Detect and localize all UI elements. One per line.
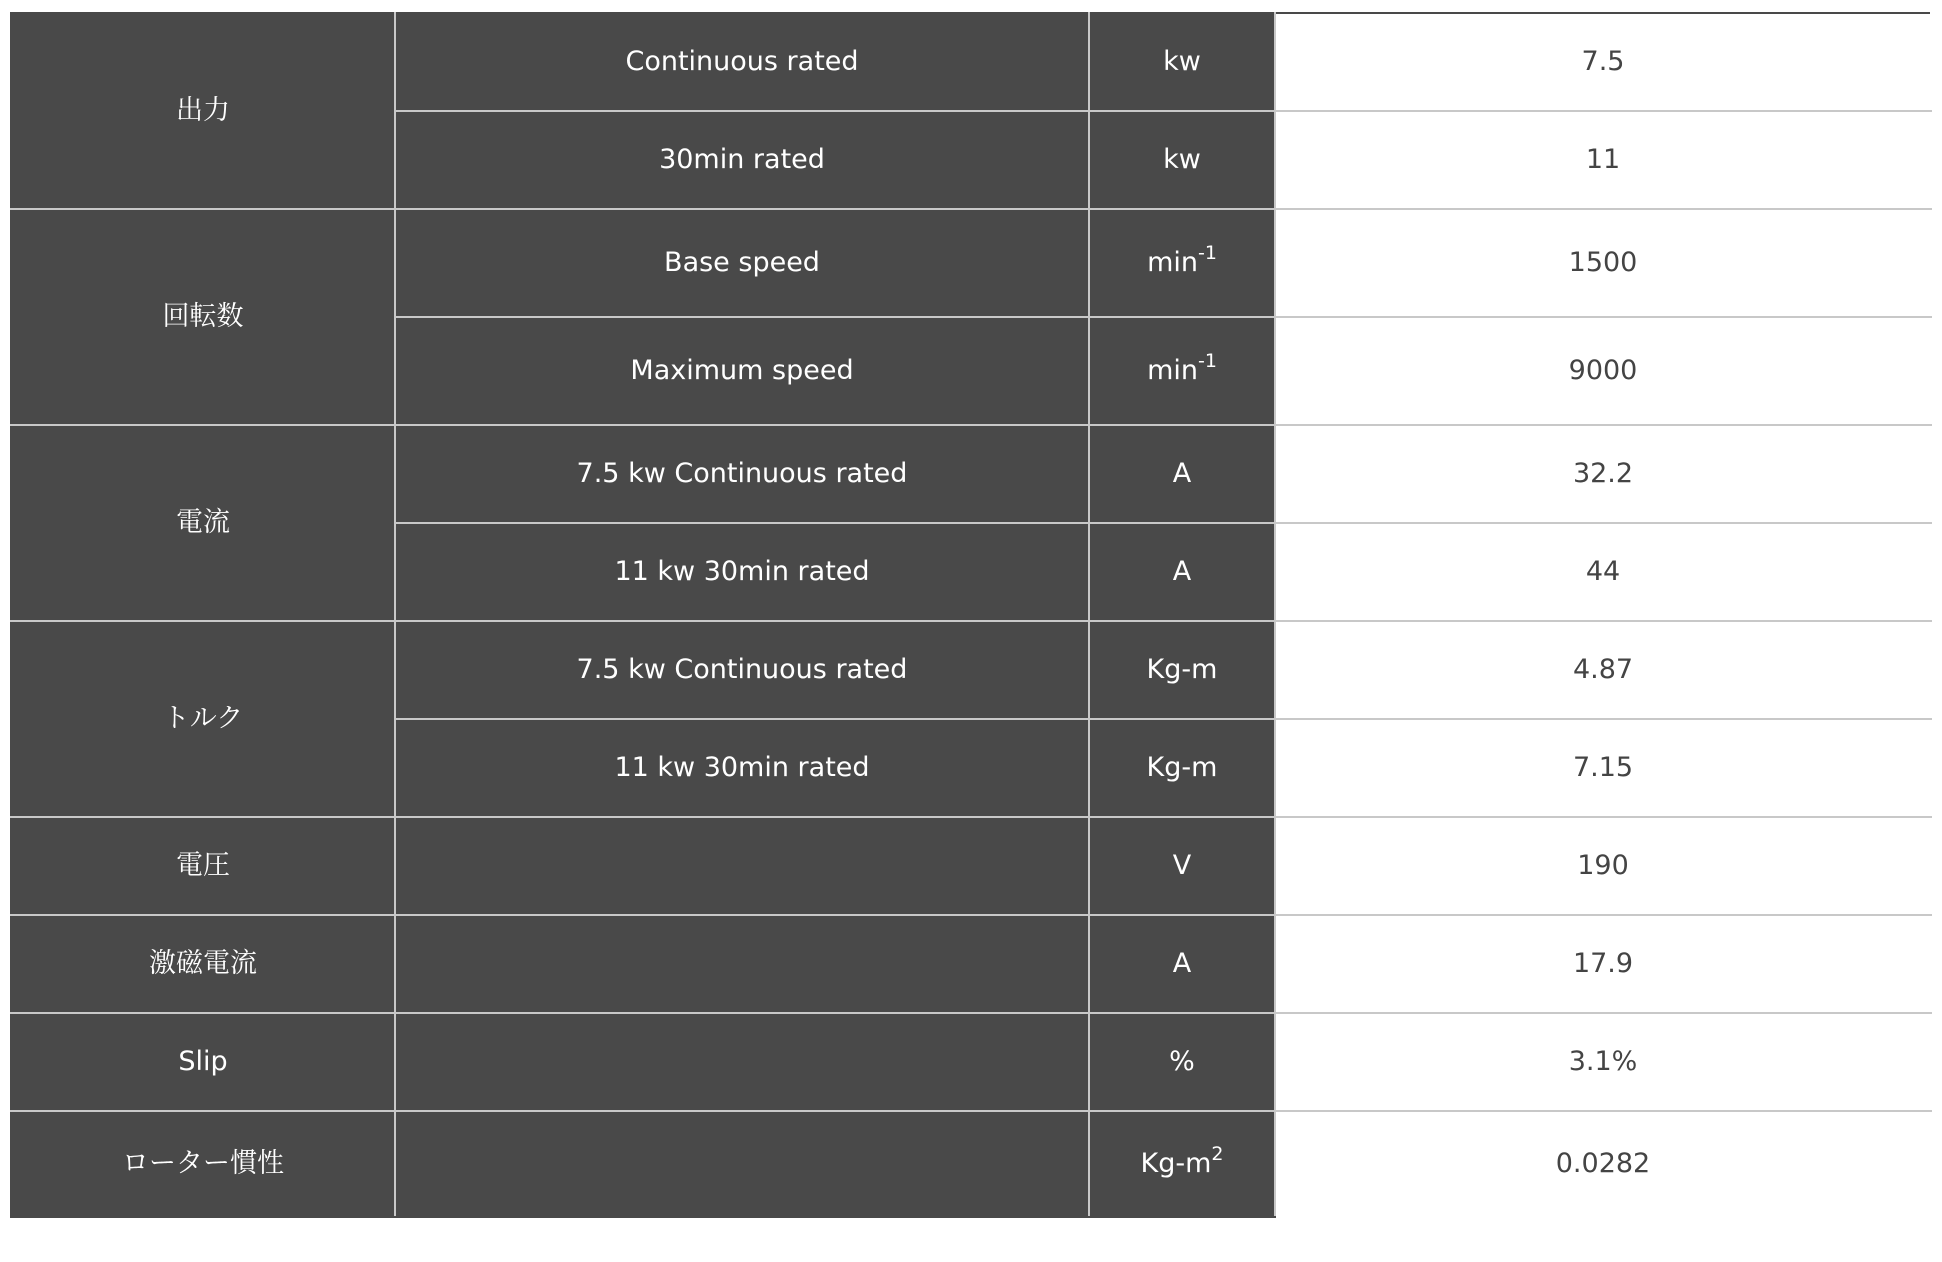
table-row: [11, 621, 1931, 719]
value-cell: 7.5: [1275, 13, 1931, 111]
unit-text: kw: [1163, 143, 1201, 175]
unit-text: A: [1172, 457, 1192, 489]
unit-cell: [1089, 13, 1275, 111]
table-row: [11, 425, 1931, 523]
item-cell: Base speed: [395, 209, 1089, 317]
item-cell: [395, 1013, 1089, 1111]
category-excitation-current: 激磁電流: [11, 915, 395, 1013]
table-row: [11, 1111, 1931, 1217]
value-cell: 7.15: [1275, 719, 1931, 817]
value-cell: 44: [1275, 523, 1931, 621]
unit-cell: [1089, 621, 1275, 719]
value-cell: 11: [1275, 111, 1931, 209]
item-cell: Continuous rated: [395, 13, 1089, 111]
unit-text: min: [1147, 246, 1198, 278]
table-row: [11, 817, 1931, 915]
unit-text: V: [1172, 849, 1192, 881]
unit-text: kw: [1163, 45, 1201, 77]
unit-cell: [1089, 915, 1275, 1013]
value-cell: 190: [1275, 817, 1931, 915]
unit-cell: [1089, 719, 1275, 817]
unit-superscript: 2: [1211, 1142, 1224, 1165]
unit-cell: [1089, 523, 1275, 621]
unit-superscript: -1: [1197, 349, 1217, 372]
item-cell: [395, 817, 1089, 915]
unit-text: min: [1147, 354, 1198, 386]
unit-cell: [1089, 1111, 1275, 1217]
unit-cell: [1089, 317, 1275, 425]
unit-cell: [1089, 817, 1275, 915]
value-cell: 32.2: [1275, 425, 1931, 523]
value-cell: 0.0282: [1275, 1111, 1931, 1217]
table-row: [11, 13, 1931, 111]
unit-cell: [1089, 209, 1275, 317]
unit-cell: [1089, 425, 1275, 523]
unit-cell: [1089, 1013, 1275, 1111]
item-cell: 30min rated: [395, 111, 1089, 209]
table-row: [11, 1013, 1931, 1111]
category-torque: トルク: [11, 621, 395, 817]
item-cell: 11 kw 30min rated: [395, 523, 1089, 621]
category-output: 出力: [11, 13, 395, 209]
unit-text: Kg-m: [1140, 1147, 1212, 1179]
value-cell: 9000: [1275, 317, 1931, 425]
unit-text: Kg-m: [1146, 653, 1218, 685]
category-voltage: 電圧: [11, 817, 395, 915]
item-cell: 11 kw 30min rated: [395, 719, 1089, 817]
value-cell: 17.9: [1275, 915, 1931, 1013]
value-cell: 4.87: [1275, 621, 1931, 719]
unit-text: Kg-m: [1146, 751, 1218, 783]
unit-text: A: [1172, 947, 1192, 979]
unit-text: A: [1172, 555, 1192, 587]
unit-superscript: -1: [1197, 241, 1217, 264]
category-rotation-speed: 回転数: [11, 209, 395, 425]
category-current: 電流: [11, 425, 395, 621]
table-row: [11, 209, 1931, 317]
value-cell: 3.1%: [1275, 1013, 1931, 1111]
category-rotor-inertia: ローター慣性: [11, 1111, 395, 1217]
category-slip: Slip: [11, 1013, 395, 1111]
item-cell: [395, 1111, 1089, 1217]
value-cell: 1500: [1275, 209, 1931, 317]
item-cell: 7.5 kw Continuous rated: [395, 621, 1089, 719]
motor-spec-table: [10, 12, 1932, 1218]
unit-cell: [1089, 111, 1275, 209]
table-row: [11, 915, 1931, 1013]
item-cell: 7.5 kw Continuous rated: [395, 425, 1089, 523]
item-cell: Maximum speed: [395, 317, 1089, 425]
item-cell: [395, 915, 1089, 1013]
unit-text: %: [1169, 1045, 1195, 1077]
